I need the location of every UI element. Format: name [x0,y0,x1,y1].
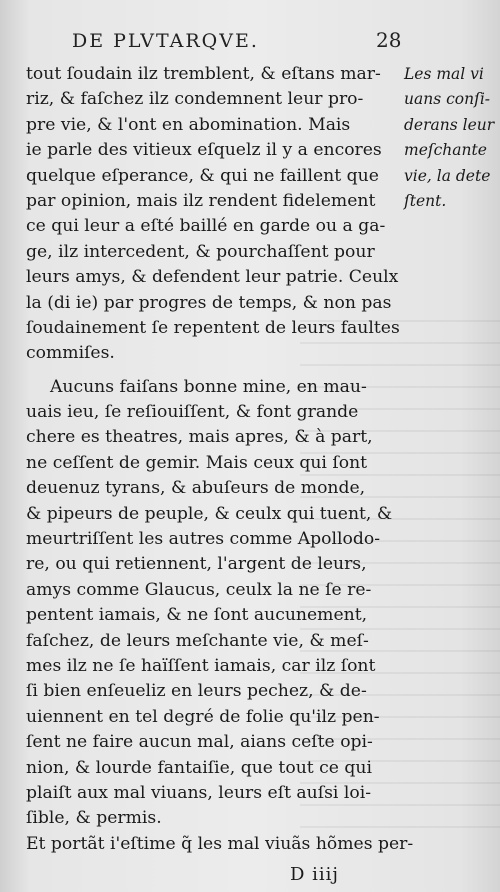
text-line: ſoudainement ſe repentent de leurs faultes [26,317,400,338]
margin-note-line: ſtent. [404,191,447,210]
page-number: 28 [376,28,402,52]
text-line: re, ou qui retiennent, l'argent de leurs, [26,554,367,575]
text-line: mes ilz ne ſe haïſſent iamais, car ilz ſont [26,655,376,676]
text-line: riz, & faſchez ilz condemnent leur pro- [26,89,364,110]
main-text-block [26,62,414,857]
text-line: ne ceſſent de gemir. Mais ceux qui ſont [26,452,368,473]
text-line: tout ſoudain ilz tremblent, & eſtans mar- [26,64,381,84]
text-line: faſchez, de leurs meſchante vie, & meſ- [26,630,369,651]
text-line: ſible, & permis. [26,808,162,829]
text-line: ie parle des vitieux eſquelz il y a encores [26,140,382,161]
text-line: meurtriſſent les autres comme Apollodo- [26,529,381,550]
margin-note [404,62,500,214]
text-line: ge, ilz intercedent, & pourchaſſent pour [26,241,375,262]
signature-mark: D iiij [290,864,340,885]
text-line: uiennent en tel degré de folie qu'ilz pen- [26,706,380,727]
text-line: Aucuns faiſans bonne mine, en mau- [50,376,367,397]
text-line: amys comme Glaucus, ceulx la ne ſe re- [26,579,372,600]
text-line: quelque eſperance, & qui ne faillent que [26,165,379,186]
text-line: & pipeurs de peuple, & ceulx qui tuent, & [26,503,393,524]
text-line: ce qui leur a eſté baillé en garde ou a ga- [26,216,386,237]
text-line: par opinion, mais ilz rendent fidelement [26,190,376,211]
margin-note-line: uans conſi- [404,90,491,109]
text-line: pentent iamais, & ne ſont aucunement, [26,605,368,626]
text-line: pre vie, & l'ont en abomination. Mais [26,114,351,135]
text-line: ſent ne faire aucun mal, aians ceſte opi- [26,732,373,753]
margin-note-line: meſchante [404,141,487,160]
text-line: uais ieu, ſe reſiouiſſent, & font grande [26,402,359,423]
margin-note-line: Les mal vi [404,65,484,83]
text-line: commiſes. [26,343,115,364]
text-line: chere es theatres, mais apres, & à part, [26,427,373,448]
text-line: leurs amys, & defendent leur patrie. Ceulx [26,267,399,288]
margin-note-line: derans leur [404,115,495,134]
text-line: plaiſt aux mal viuans, leurs eſt auſsi loi- [26,782,372,803]
running-head: DE PLVTARQVE. [72,30,259,52]
text-line: nion, & lourde fantaiſie, que tout ce qui [26,757,372,778]
text-line: Et portãt i'eſtime q̃ les mal viuãs hõmes per- [26,833,414,854]
text-line: deuenuz tyrans, & abuſeurs de monde, [26,478,366,499]
text-line: la (di ie) par progres de temps, & non pas [26,292,392,313]
paragraph-gap [26,367,404,375]
margin-note-line: vie, la dete [404,166,491,185]
text-line: ſi bien enſeueliz en leurs pechez, & de- [26,681,367,702]
